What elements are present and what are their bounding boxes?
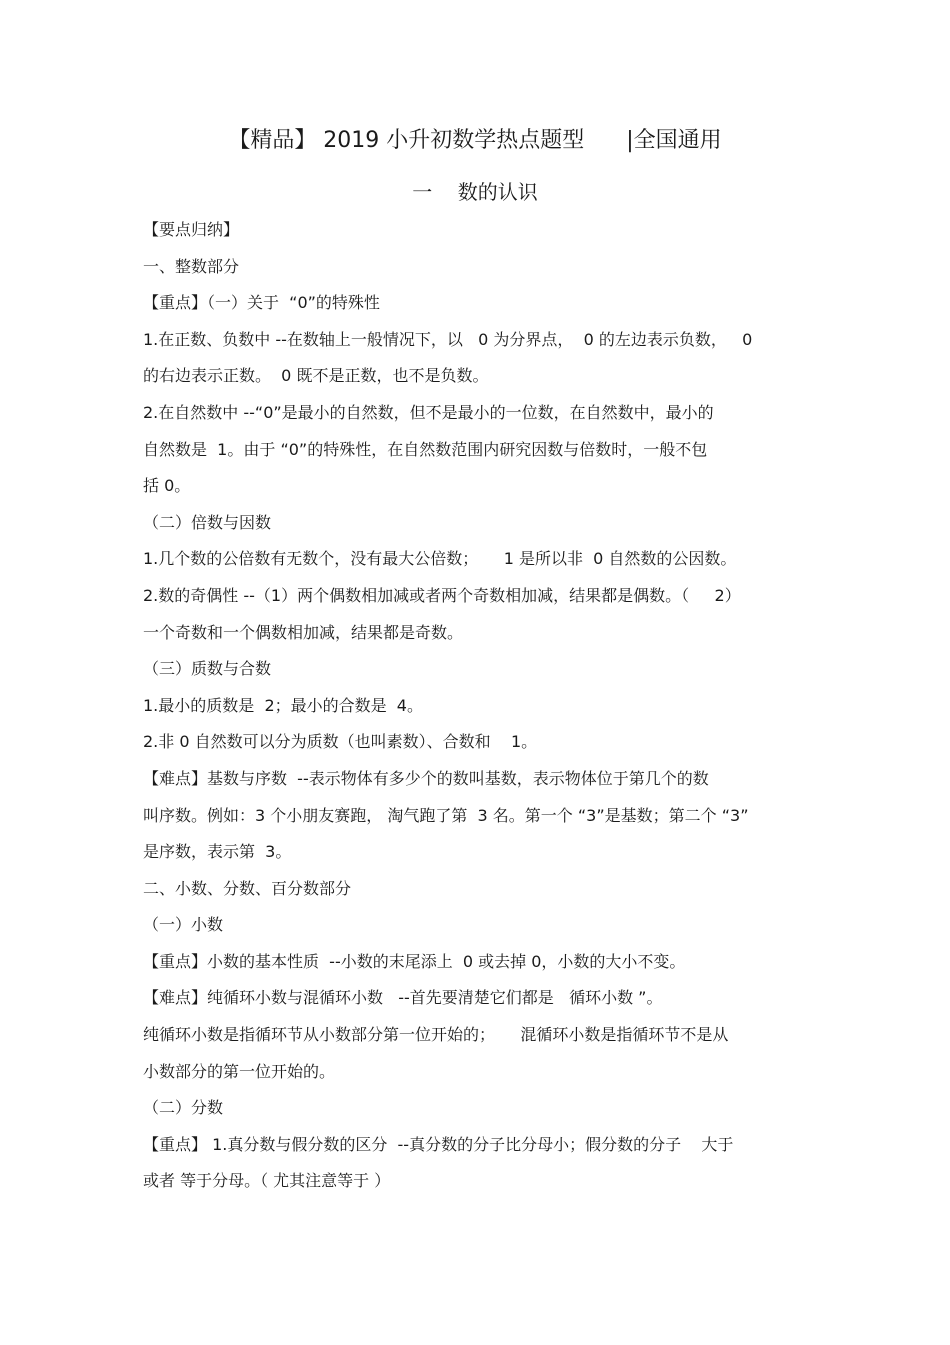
text-line: 1.最小的质数是 2；最小的合数是 4。: [143, 695, 423, 715]
text-line: 1.几个数的公倍数有无数个，没有最大公倍数； 1 是所以非 0 自然数的公因数。: [143, 549, 737, 569]
document-body: [143, 212, 833, 1200]
text-line: 2.数的奇偶性 --（1）两个偶数相加减或者两个奇数相加减，结果都是偶数。（ 2）: [143, 585, 741, 605]
text-line: 的右边表示正数。 0 既不是正数，也不是负数。: [143, 366, 489, 386]
text-line: 括 0。: [143, 476, 191, 496]
text-line: 小数部分的第一位开始的。: [143, 1061, 336, 1081]
text-line: 1.在正数、负数中 --在数轴上一般情况下，以 0 为分界点， 0 的左边表示负数， 0: [143, 329, 753, 349]
text-line: （二）倍数与因数: [143, 512, 272, 532]
text-line: 2.在自然数中 --“0”是最小的自然数，但不是最小的一位数，在自然数中，最小的: [143, 402, 714, 422]
text-line: 二、小数、分数、百分数部分: [143, 878, 352, 898]
document-title: 【精品】 2019 小升初数学热点题型 |全国通用: [228, 128, 722, 153]
text-line: 【难点】基数与序数 --表示物体有多少个的数叫基数，表示物体位于第几个的数: [143, 768, 709, 788]
text-line: 叫序数。例如：3 个小朋友赛跑， 淘气跑了第 3 名。第一个 “3”是基数；第二个 “3”: [143, 805, 749, 825]
text-line: （三）质数与合数: [143, 659, 272, 679]
text-line: 【要点归纳】: [143, 220, 240, 239]
text-line: 一、整数部分: [143, 256, 240, 276]
text-line: 【重点】（一）关于 “0”的特殊性: [143, 293, 380, 313]
text-line: 或者 等于分母。（ 尤其注意等于 ）: [143, 1171, 391, 1191]
text-line: 是序数，表示第 3。: [143, 842, 292, 862]
text-line: （一）小数: [143, 915, 224, 935]
text-line: 自然数是 1。由于 “0”的特殊性，在自然数范围内研究因数与倍数时，一般不包: [143, 439, 708, 459]
text-line: 2.非 0 自然数可以分为质数（也叫素数）、合数和 1。: [143, 732, 538, 752]
text-line: 一个奇数和一个偶数相加减，结果都是奇数。: [143, 622, 464, 642]
text-line: （二）分数: [143, 1098, 224, 1118]
text-line: 【重点】小数的基本性质 --小数的末尾添上 0 或去掉 0，小数的大小不变。: [143, 951, 686, 971]
section-title: 一 数的认识: [412, 180, 538, 204]
text-line: 【重点】 1.真分数与假分数的区分 --真分数的分子比分母小；假分数的分子 大于: [143, 1134, 734, 1154]
text-line: 纯循环小数是指循环节从小数部分第一位开始的； 混循环小数是指循环节不是从: [143, 1025, 729, 1045]
text-line: 【难点】纯循环小数与混循环小数 --首先要清楚它们都是 循环小数 ”。: [143, 988, 663, 1008]
